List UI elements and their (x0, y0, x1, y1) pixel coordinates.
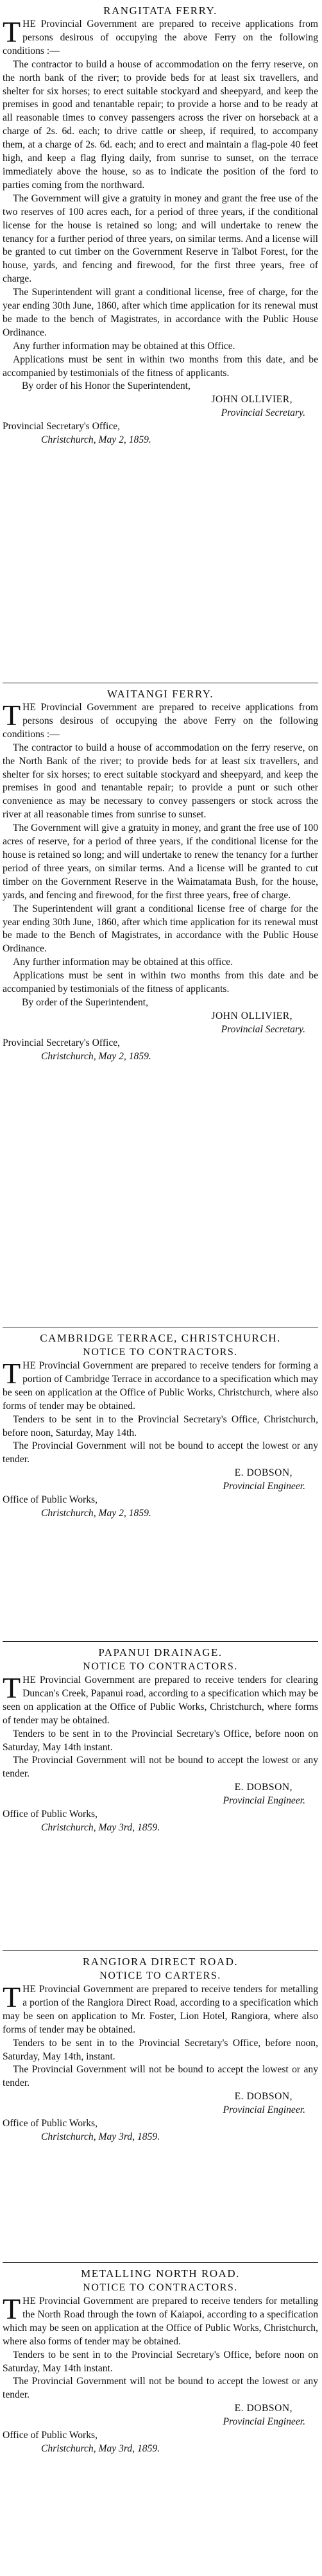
notice-paragraph: Tenders to be sent in to the Provincial Secretary's Office, before noon, Saturday, May 14th, instant. (3, 2037, 318, 2062)
notice-paragraph: The Provincial Government will not be bound to accept the lowest or any tender. (3, 2064, 318, 2089)
paragraph-text: HE Provincial Government are prepared to receive tenders for clearing Duncan's Creek, Papanui road, according to a specification which may be seen on application at the Office of Public Works, Christchurch, where forms of tender may be obtained. (3, 1675, 318, 1726)
office-line: Provincial Secretary's Office, (3, 421, 121, 432)
signer-name: JOHN OLLIVIER, (211, 1010, 292, 1021)
notice-lead-paragraph (3, 1357, 318, 1413)
office-line: Office of Public Works, (3, 2430, 98, 2441)
signer-title: Provincial Secretary. (221, 1023, 305, 1035)
by-order-line: By order of the Superintendent, (22, 996, 149, 1008)
signer-name: E. DOBSON, (234, 2091, 292, 2103)
notice-lead-paragraph (3, 15, 318, 58)
paragraph-text: HE Provincial Government are prepared to receive tenders for metalling a portion of the Rangiora Direct Road, according to a specification which may be seen on application to Mr. Foster, Lion Hotel, Rangiora, where also forms of tender may be obtained. (3, 1984, 318, 2035)
drop-cap: T (3, 699, 21, 731)
signer-title: Provincial Engineer. (223, 1481, 305, 1492)
signer-title: Provincial Engineer. (223, 1795, 305, 1807)
signer-name: E. DOBSON, (234, 1782, 292, 1793)
date-line: Christchurch, May 3rd, 1859. (41, 2131, 160, 2142)
notice-paragraph: The Provincial Government will not be bound to accept the lowest or any tender. (3, 1440, 318, 1465)
drop-cap: T (3, 15, 21, 48)
notice-metalling-north-road (3, 2262, 318, 2573)
office-line: Office of Public Works, (3, 1809, 98, 1820)
notice-lead-paragraph (3, 2292, 318, 2349)
notice-paragraph: The Superintendent will grant a conditional license free of charge for the year ending 30th June, 1860, after which time application for its renewal must be made to the Bench of Magistrates, in accordance with the Public House Ordinance. (3, 903, 318, 955)
notice-papanui-drainage (3, 1641, 318, 1950)
notice-heading: METALLING NORTH ROAD. (81, 2267, 240, 2280)
notice-heading: PAPANUI DRAINAGE. (98, 1646, 223, 1659)
notice-paragraph: The Provincial Government will not be bound to accept the lowest or any tender. (3, 2376, 318, 2401)
drop-cap: T (3, 1671, 21, 1704)
notice-paragraph: The contractor to build a house of accommodation on the ferry reserve, on the North Bank of the river; to provide beds for at least six travellers, and shelter for six horses; to erect suitable stockyard and sheepyard, and keep the premises in good and tenantable repair; to provide a punt or such other convenience as may be necessary to convey passengers or stock across the river at all reasonable times from sunrise to sunset. (3, 742, 318, 821)
notice-rangiora-direct-road (3, 1950, 318, 2262)
paragraph-text: HE Provincial Government are prepared to receive applications from persons desirous of occupying the above Ferry on the following conditions :— (3, 702, 318, 740)
paragraph-text: HE Provincial Government are prepared to receive tenders for forming a portion of Cambridge Terrace in accordance to a specification which may be seen on application at the Office of Public Works, Christchurch, where also forms of tender may be obtained. (3, 1360, 318, 1412)
office-line: Office of Public Works, (3, 2118, 98, 2129)
signer-name: E. DOBSON, (234, 2403, 292, 2414)
date-line: Christchurch, May 3rd, 1859. (41, 1821, 160, 1833)
notice-subheading: NOTICE TO CONTRACTORS. (83, 2282, 238, 2293)
notice-paragraph: Any further information may be obtained at this office. (13, 957, 233, 968)
date-line: Christchurch, May 2, 1859. (41, 1050, 151, 1062)
notice-paragraph: Tenders to be sent in to the Provincial Secretary's Office, Christchurch, before noon, Saturday, May 14th. (3, 1413, 318, 1438)
notice-paragraph: Tenders to be sent in to the Provincial Secretary's Office, before noon on Saturday, May 14th instant. (3, 1728, 318, 1753)
by-order-line: By order of his Honor the Superintendent, (22, 380, 191, 392)
signer-title: Provincial Engineer. (223, 2104, 305, 2116)
notice-paragraph: Tenders to be sent in to the Provincial Secretary's Office, before noon on Saturday, May 14th instant. (3, 2349, 318, 2374)
signer-name: JOHN OLLIVIER, (211, 394, 292, 405)
notice-paragraph: The Superintendent will grant a conditional license, free of charge, for the year ending 30th June, 1860, after which time application for its renewal must be made to the bench of Magistrates, in accordance with the Public House Ordinance. (3, 287, 318, 338)
signer-title: Provincial Engineer. (223, 2416, 305, 2428)
date-line: Christchurch, May 2, 1859. (41, 1507, 151, 1519)
drop-cap: T (3, 2292, 21, 2325)
office-line: Office of Public Works, (3, 1494, 98, 1506)
notice-paragraph: The Government will give a gratuity in money and grant the free use of the two reserves of 100 acres each, for a period of three years, if the conditional license for the house is retained so long; and will undertake to renew the tenancy for a further period of three years, on similar terms. And a license will be granted to cut timber on the Government Reserve in Talbot Forest, for the house, yards, and fencing and firewood, for the first three years, free of charge. (3, 192, 318, 285)
notice-waitangi-ferry (3, 683, 318, 1327)
drop-cap: T (3, 1981, 21, 2013)
notice-heading: RANGIORA DIRECT ROAD. (82, 1956, 239, 1968)
notice-heading: RANGITATA FERRY. (103, 4, 217, 17)
notice-paragraph: Applications must be sent in within two months from this date and be accompanied by testimonials of the fitness of applicants. (3, 970, 318, 995)
notice-heading: WAITANGI FERRY. (106, 688, 214, 700)
drop-cap: T (3, 1357, 21, 1390)
notice-paragraph: The Provincial Government will not be bound to accept the lowest or any tender. (3, 1755, 318, 1780)
paragraph-text: HE Provincial Government are prepared to receive applications from persons desirous of occupying the above Ferry on the following conditions :— (3, 19, 318, 56)
notice-subheading: NOTICE TO CONTRACTORS. (83, 1661, 238, 1672)
notice-paragraph: The Government will give a gratuity in money, and grant the free use of 100 acres of reserve, for a period of three years, if the conditional license for the house is retained so long; and will undertake to renew the tenancy for a further period of three years, on similar terms. And a license will be granted to cut timber on the Government Reserve in the Waimatamata Bush, for the house, yards, and fencing and firewood, for the first three years, free of charge. (3, 823, 318, 901)
notice-lead-paragraph (3, 1671, 318, 1728)
notice-paragraph: The contractor to build a house of accommodation on the ferry reserve, on the north bank of the river; to provide beds for at least six travellers, and shelter for six horses; to erect suitable stockyard and sheepyard, and keep the premises in good and tenantable repair; to provide a horse and to be ready at all reasonable times to convey passengers across the river on horseback at a charge of 2s. 6d. each; to drive cattle or sheep, if required, to accompany them, at a charge of 2s. 6d. each; and to erect and maintain a flag-pole 40 feet high, and keep a flag flying daily, from sunrise to sunset, on the terrace immediately above the house, so as to indicate the position of the ford to parties coming from the northward. (3, 58, 318, 191)
paragraph-text: HE Provincial Government are prepared to receive tenders for metalling the North Road through the town of Kaiapoi, according to a specification which may be seen on application at the Office of Public Works, Christchurch, where also forms of tender may be obtained. (3, 2296, 318, 2347)
date-line: Christchurch, May 2, 1859. (41, 434, 151, 446)
notice-paragraph: Any further information may be obtained at this Office. (13, 340, 235, 352)
notice-lead-paragraph (3, 701, 318, 742)
date-line: Christchurch, May 3rd, 1859. (41, 2443, 160, 2454)
office-line: Provincial Secretary's Office, (3, 1037, 121, 1048)
notice-cambridge-terrace (3, 1327, 318, 1641)
notice-rangitata-ferry (3, 0, 318, 683)
notice-subheading: NOTICE TO CARTERS. (99, 1970, 221, 1981)
signer-name: E. DOBSON, (234, 1467, 292, 1479)
notice-heading: CAMBRIDGE TERRACE, CHRISTCHURCH. (40, 1332, 281, 1344)
notice-subheading: NOTICE TO CONTRACTORS. (83, 1347, 238, 1358)
signer-title: Provincial Secretary. (221, 407, 305, 419)
notice-paragraph: Applications must be sent in within two months from this date, and be accompanied by testimonials of the fitness of applicants. (3, 354, 318, 379)
notice-lead-paragraph (3, 1983, 318, 2037)
